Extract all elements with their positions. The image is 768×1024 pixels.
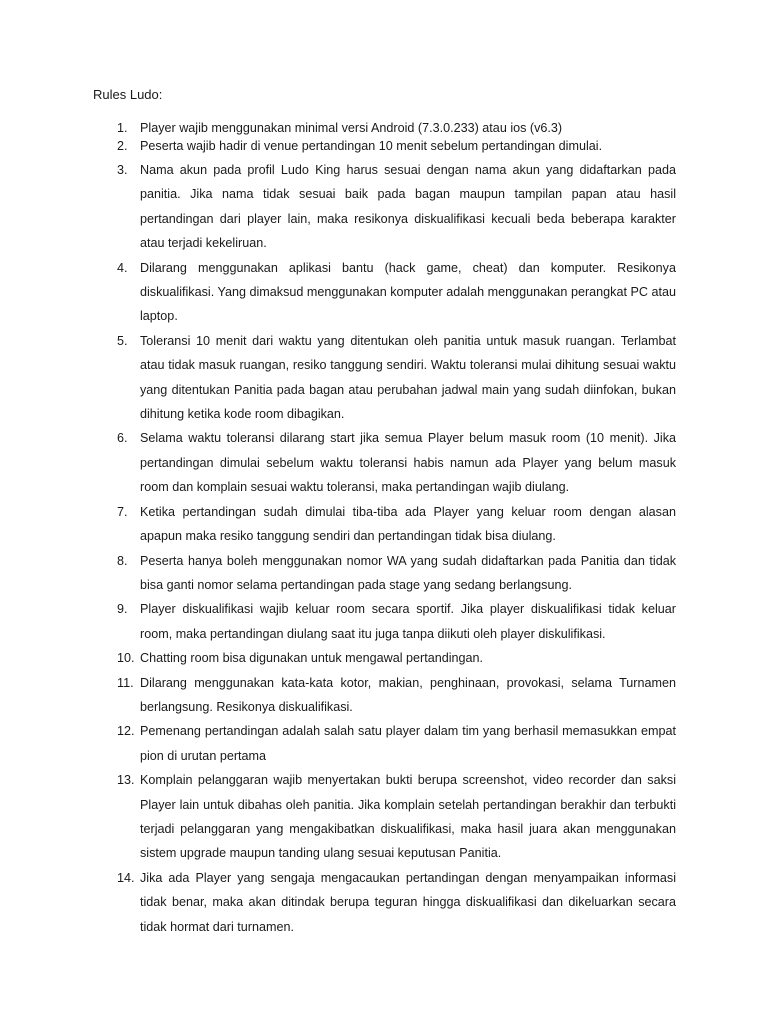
rule-text: Chatting room bisa digunakan untuk mengawal pertandingan. xyxy=(140,651,484,666)
rule-item xyxy=(117,158,676,256)
rule-item xyxy=(117,138,676,154)
rule-number: 14. xyxy=(117,870,135,885)
rule-item xyxy=(117,597,676,646)
rule-text: Toleransi 10 menit dari waktu yang ditentukan oleh panitia untuk masuk ruangan. Terlambat atau tidak masuk ruangan, resiko tanggung sendiri. Waktu toleransi mulai dihitung sesuai waktu yang ditentukan Panitia pada bagan atau perubahan jadwal main yang sudah diinfokan, bukan dihitung ketika kode room dibagikan. xyxy=(140,333,676,422)
rule-item xyxy=(117,120,676,136)
rule-item xyxy=(117,549,676,598)
rule-number: 10. xyxy=(117,651,135,666)
rule-number: 12. xyxy=(117,724,135,739)
rule-text: Nama akun pada profil Ludo King harus sesuai dengan nama akun yang didaftarkan pada panitia. Jika nama tidak sesuai baik pada bagan maupun tampilan papan atau hasil pertandingan dari player lain, maka resikonya diskualifikasi kecuali beda beberapa karakter atau terjadi kekeliruan. xyxy=(140,163,676,251)
rule-item xyxy=(117,329,676,427)
document-title: Rules Ludo: xyxy=(93,87,163,102)
rule-number: 7. xyxy=(117,504,128,519)
rule-text: Pemenang pertandingan adalah salah satu player dalam tim yang berhasil memasukkan empat pion di urutan pertama xyxy=(140,724,676,763)
rule-text: Player diskualifikasi wajib keluar room secara sportif. Jika player diskualifikasi tidak keluar room, maka pertandingan diulang saat itu juga tanpa diikuti oleh player diskulifikasi. xyxy=(140,602,676,641)
rule-text: Dilarang menggunakan aplikasi bantu (hack game, cheat) dan komputer. Resikonya diskualifikasi. Yang dimaksud menggunakan komputer adalah menggunakan perangkat PC atau laptop. xyxy=(140,260,676,324)
rule-number: 6. xyxy=(117,431,128,446)
rule-item xyxy=(117,768,676,866)
rule-number: 2. xyxy=(117,139,128,153)
rule-item xyxy=(117,646,676,670)
rule-item xyxy=(117,866,676,939)
rules-list xyxy=(117,120,676,939)
rule-number: 1. xyxy=(117,121,128,135)
rule-text: Peserta wajib hadir di venue pertandingan 10 menit sebelum pertandingan dimulai. xyxy=(140,139,603,153)
rule-number: 3. xyxy=(117,163,128,177)
rule-number: 11. xyxy=(117,675,134,690)
rule-text: Peserta hanya boleh menggunakan nomor WA yang sudah didaftarkan pada Panitia dan tidak bisa ganti nomor selama pertandingan pada stage yang sedang berlangsung. xyxy=(140,553,676,592)
rule-text: Player wajib menggunakan minimal versi Android (7.3.0.233) atau ios (v6.3) xyxy=(140,121,563,135)
rule-item xyxy=(117,719,676,768)
rule-item xyxy=(117,671,676,720)
rule-number: 9. xyxy=(117,602,128,617)
rule-item xyxy=(117,256,676,329)
rule-number: 5. xyxy=(117,333,128,348)
rule-text: Komplain pelanggaran wajib menyertakan bukti berupa screenshot, video recorder dan saksi Player lain untuk dibahas oleh panitia. Jika komplain setelah pertandingan berakhir dan terbukti terjadi pelanggaran yang mengakibatkan diskualifikasi, maka hasil juara akan menggunakan sistem upgrade maupun tanding ulang sesuai keputusan Panitia. xyxy=(140,773,676,861)
rule-text: Jika ada Player yang sengaja mengacaukan pertandingan dengan menyampaikan informasi tidak benar, maka akan ditindak berupa teguran hingga diskualifikasi dan dikeluarkan secara tidak hormat dari turnamen. xyxy=(140,870,676,934)
rule-number: 13. xyxy=(117,773,135,788)
rule-text: Dilarang menggunakan kata-kata kotor, makian, penghinaan, provokasi, selama Turnamen berlangsung. Resikonya diskualifikasi. xyxy=(140,675,676,714)
rule-item xyxy=(117,426,676,499)
rule-number: 8. xyxy=(117,553,128,568)
rule-text: Ketika pertandingan sudah dimulai tiba-tiba ada Player yang keluar room dengan alasan apapun maka resiko tanggung sendiri dan pertandingan tidak bisa diulang. xyxy=(140,504,676,544)
rule-text: Selama waktu toleransi dilarang start jika semua Player belum masuk room (10 menit). Jika pertandingan dimulai sebelum waktu toleransi habis namun ada Player yang belum masuk room dan komplain sesuai waktu toleransi, maka pertandingan wajib diulang. xyxy=(140,431,676,495)
rule-item xyxy=(117,500,676,549)
rule-number: 4. xyxy=(117,260,128,275)
